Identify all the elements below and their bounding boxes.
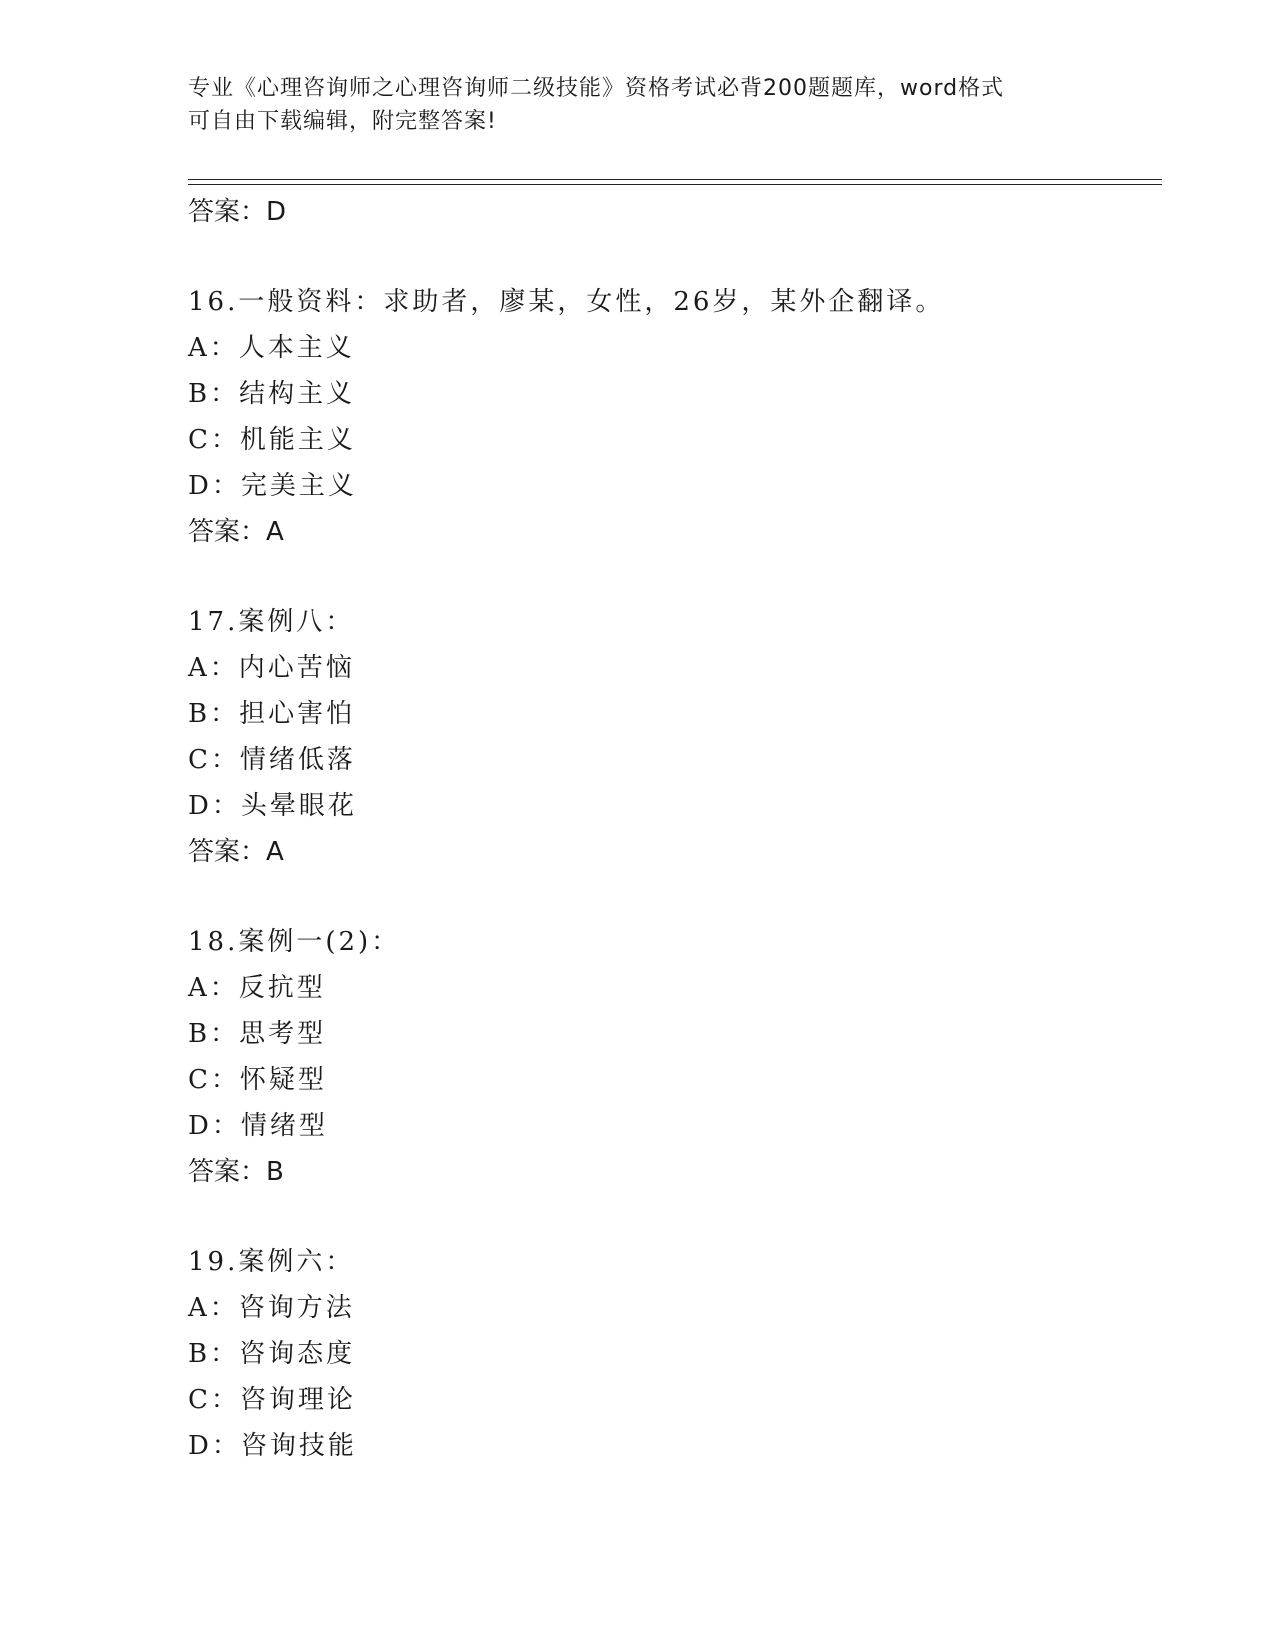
header-line-1: 专业《心理咨询师之心理咨询师二级技能》资格考试必背200题题库，word格式 [188, 76, 1005, 101]
question-19 [188, 1239, 1138, 1469]
question-stem: 18.案例一(2)： [188, 927, 401, 957]
document-header [188, 72, 1088, 138]
header-divider-top [188, 179, 1162, 180]
option-b: B：结构主义 [188, 379, 356, 409]
question-18 [188, 919, 1138, 1195]
option-a: A：咨询方法 [188, 1293, 355, 1323]
answer-line: 答案：D [188, 197, 287, 227]
option-d: D：情绪型 [188, 1111, 328, 1141]
answer-line: 答案：A [188, 517, 284, 547]
option-d: D：头晕眼花 [188, 791, 357, 821]
header-line-2: 可自由下载编辑，附完整答案! [188, 109, 497, 134]
option-c: C：怀疑型 [188, 1065, 327, 1095]
option-c: C：情绪低落 [188, 745, 356, 775]
option-b: B：担心害怕 [188, 699, 356, 729]
option-c: C：机能主义 [188, 425, 356, 455]
question-stem: 17.案例八： [188, 607, 355, 637]
answer-line: 答案：A [188, 837, 284, 867]
header-divider-bottom [188, 184, 1162, 185]
answer-line: 答案：B [188, 1157, 284, 1187]
option-d: D：完美主义 [188, 471, 357, 501]
question-list [188, 189, 1138, 1469]
option-b: B：咨询态度 [188, 1339, 356, 1369]
question-16 [188, 279, 1138, 555]
option-a: A：内心苦恼 [188, 653, 355, 683]
option-a: A：人本主义 [188, 333, 355, 363]
question-17 [188, 599, 1138, 875]
option-a: A：反抗型 [188, 973, 326, 1003]
option-d: D：咨询技能 [188, 1431, 357, 1461]
question-stem: 16.一般资料：求助者，廖某，女性，26岁，某外企翻译。 [188, 287, 945, 317]
question-stem: 19.案例六： [188, 1247, 355, 1277]
option-b: B：思考型 [188, 1019, 327, 1049]
option-c: C：咨询理论 [188, 1385, 356, 1415]
